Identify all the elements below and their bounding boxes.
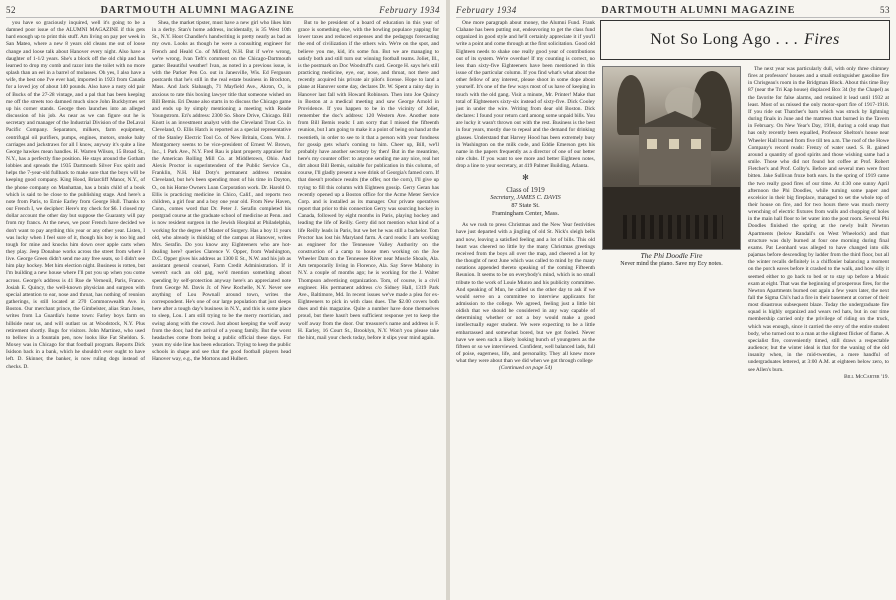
right-column-1 bbox=[456, 20, 595, 592]
fire-photo bbox=[602, 66, 741, 250]
photo-window bbox=[669, 139, 679, 149]
right-column-3 bbox=[748, 66, 889, 592]
right-issue-date: February 1934 bbox=[456, 5, 517, 15]
left-issue-date: February 1934 bbox=[379, 5, 440, 15]
class-secretary: Secretary, JAMES C. DAVIS bbox=[490, 194, 561, 202]
section-title: Not So Long Ago . . . bbox=[650, 31, 799, 48]
left-column-1 bbox=[6, 20, 145, 592]
right-page-number: 53 bbox=[879, 5, 890, 15]
left-col3-text: But to be president of a board of education in this year of grace is something else, with the howling populace yapping for lower taxes and reduced expenses and the pedagogs forecasting the end of civilization if the others win. We're on the spot, and believe you me, kid, it's some fun. But we are managing to satisfy both and still turn out winning football teams. Joliet, Ill., is the postmark on Doc Woodruff's card. George H. says he's still practicing medicine, eye, ear, nose, and throat, not there and recently acquired his private air pilot's license. Hope to land a plane at Hanover some day, declares Dr. W. Spent a rainy day in Hanover last fall with Howard Robinson. Then into Joe Quincy in Boston at a medical meeting and saw George Arnold in Providence. If you happen to be in the vicinity of Joliet, remember the doc's address: 120 Western Ave. Another note from Bill Bemis reads: I am sorry that I missed the fifteenth reunion, but I am going to make it a point of being on hand at the twentieth, in order to see to it that a person with your fondness for gossip gets what's coming to him. Cheer up, Bill, we'll probably have another secretary by then! But in the meantime, here's my counter offer: to anyone sending me any nice, real hot dirt about Bill Bemis, suitable for publication in this column, of course, I'll gladly present a wee drink of Georgia's famed corn. If that doesn't produce results (the offer, not the corn), I'll give up trying to fill this column with Eighteen gossip. Gerry Geran has recently opened up a Boston office for the Acme Meter Service Corp. and is installed as its manager. Our private operatives report that prior to this connection Gerry was sourcing hockey in Canada, followed by eight months in Paris, playing hockey and leading the life of Reilly. Gerry did not mention what kind of a life Reilly leads in Paris, but we bet he was still a bachelor. Tom Proctor has lost his Maryland farm. A card reads: I am working as engineer for the Tennessee Valley Authority on the construction of a camp to house men working on the Joe Wheeler Dam on the Tennessee River near Muscle Shoals, Ala. Am temporarily living in Florence, Ala. Say Steve Mahony in N.Y. a couple of months ago; he is working for the J. Walter Thompson advertising organization. Tom, of course, is a civil engineer. His permanent address c/o Sidney Hall, 1319 Park Ave., Baltimore, Md. In recent issues we've made a plea for ex-Eighteeners to pick in with class dues. The $2.00 covers both dues and this magazine. Quite a number have done themselves proud, but there hasn't been sufficient response yet to keep the wolf away from the door. Our treasurer's name and address is F. H. Earley, 16 Court St., Brooklyn, N.Y. Won't you please take the hint, mail your check today, before it slips your mind again. bbox=[298, 20, 439, 341]
right-page-header bbox=[456, 3, 890, 18]
left-page bbox=[0, 0, 446, 600]
class-address-line1: 87 State St. bbox=[511, 202, 540, 210]
right-col3-text: The next year was particularly dull, with only three chimney fires at professors' houses and a small extinguisher gasoline fire in Chrisgeau's room in the Bridgman Block. About this time Boy 87 (near the Tri Kap house) displaced Box 34 (by the Chapel) as the favorite for false alarms, and retained it lead until 1932 at least. Most of us missed the only motor-sport fire of 1917-1918. If you ride out Thatcher's barn which was struck by lightning during finals in June and the mattress that burned in the Tavern in February. On New Year's Day, 1918, during a cold snap that has only recently been equalled, Professor Shelton's house near Wheeler Hall burned from five till ten a.m. The roof of the Howe Company's record reads: Frenzy of water used. S. R. gained around a quantity of good spirits and those wishing same had a smile. Those who did not found hot coffee at Prof. Robert Fletcher's and Prof. Colby's. Before and several men were frost bitten. Jake Sullivan froze both ears. In the spring of 1919 came the two really good fires of our time. At 4:30 one sunny April afternoon the Phi Doodles, while turning some paper and excelsior in their big fireplace, managed to set the whole top of their house on fire, and for two hours there was much merry wrenching of electric fixtures from walls and chopping of holes in the main hall floor to let water into the post room. Several Phi Doodles finished the spring at the newly built Newton Apartments (below Randall's on West Wheelock) and that structure was duly burned at four one morning during final exams. Pat Leonhard was alleged to have changed into silk pajamas before descending by ladder from the third floor, but all the winter recalls definitely is a chiffonier balancing a moment on the porch eaves before it crashed to the walk, and how silly it seemed either to go back to bed or to stay up before a Music exam at eight. That was the beginning of prosperous fires, for the Newton Apartments burned out again a few years later, the next fall the Sigma Chi's had a fire in their basement at corner of their most disastrous subsequent blaze. Today the undergraduate fire squad is highly organized and wears red hats, but in our time membership carried only the privilege of riding on the truck, which was enough, since it carried the envy of the entire student body, who turned out to a man at the slightest flicker of flame. A specialist fire, conveniently timed, still draws a respectable audience; but the winter ideal is that for the waning of the old insanity when, in the mid-twenties, a mere handful of undergraduates lettered, at 3:00 A.M. at eighteen below zero, to see Allen's burn. bbox=[748, 66, 889, 373]
caption-title: The Phi Doodle Fire bbox=[640, 251, 703, 260]
photo-window bbox=[647, 139, 657, 149]
class-notes-text: As we rush to press Christmas and the New Year festivities have just departed with a jingling of old St. Nick's sleigh bells and now, leaving a satisfied feeling and a lot of bills. This old heart was cheered no little by the many Christmas greetings received from the boys all over the map, and cheered a lot by the thought of next June which was called to mind by the many notations appended thereto speaking of the coming Fifteenth Reunion. It seems to be on everybody's mind, which is no small tribute to the work of Louie Munro and his publicity committee. And speaking of Mun, he called us the other day to ask if we would serve on a committee to interview applicants for admission to the college. We agreed, feeling just a little bit oldish that we should be considered in any way capable of determining whether or not a boy would make a good intellectually eager student. We were expecting to be a little embarrassed and somewhat bored, but we got fooled. Never have we seen such a likely looking bunch of youngsters as the fifteen or so we interviewed. Confident, well balanced lads, full of poise, eagerness, life, and personality. They all knew more what they were about than we did when we got through college bbox=[456, 222, 595, 365]
left-column-2 bbox=[152, 20, 291, 592]
right-page bbox=[450, 0, 896, 600]
left-page-number: 52 bbox=[6, 5, 16, 15]
left-col2-text: Shea, the market tipster, must have a new girl who likes him in a derby. Stan's home address, incidentally, is 35 West 10th St., N.Y. Hoot Chandler's handwriting is pretty nearly as bad as my own. Looks as though he were a consulting engineer for French and Heald Co. of Milford, N.H. But if we're wrong, we're wrong. Ivan Teft's comment on the Chicago-Dartmouth game: Beautiful weather! Ivan, as noted in a previous issue, is with the Parker Pen Co. out in Janesville, Wis. Ed Ferguson postcards that he's still in the real estate business in Brockton, Mass. And Jack Slabaugh, 71 Mayfield Ave., Akron, O., is anxious to rate this boxing lawyer title that someone wished on Bill Bemis. Eri Deane also starts in to discuss the Chicago game and ends up by simply mentioning a meeting with Reade Youngstrom. Eri's address: 2300 So. Shore Drive, Chicago. Bill Knott is an investment analyst with the Cleveland Trust Co. in Cleveland, O. Ellis Hatch is reported as a special representative of the Stanley Electric Tool Co. of New Britain, Conn. Wm. J. Montgomery seems to be vice-president of Ernest W. Brown, Inc., 1 Park Ave., N.Y. Fred Rau is plant property appraiser for the American Rolling Mill Co. at Middletown, Ohio. And Alexis Proctor is superintendent of the Public Service Co., Franklin, N.H. Hal Doty's permanent address remains Cleveland, but he's been spending most of his time in Dayton, O., on his Home Owners Loan Corporation work. Dr. Harold O. Ellis is practicing medicine in Chico, Calif., and reports two children, a girl four and a boy one year old. From New Haven, Conn., comes word that Dr. Peter J. Serafin completed his postgrad course at the graduate school of medicine at Penn. and is now resident surgeon in the Jewish Hospital at Philadelphia, working for the degree of Master of Surgery. Has a boy 11 years old, who already is thinking of the campus at Hanover, writes Mrs. Serafin. Do you know any Eighteeners who are hot-dealing here? queries Clarence V. Opper, from Washington, D.C. Opper gives his address as 1300 E St., N.W. and his job as assistant general counsel, Farm Credit Administration. If it weren't such an old gag, we'd mention something about spending by self-protection anyway here's an appreciated note from George M. Davis Jr. of New Rochelle, N.Y. Never see anything of Lou Pownall around town, writes the correspondent. He's one of our large population that just sleeps here after a tough day's business in N.Y., and this is some place to sleep, Lou. I am still trying to be the merry mortician, and swing along with the crowd. Just about keeping the wolf away from the door, had the arrival of a young family. But the worst headaches come from being a public official these days. For years my side line has been education. Trying to keep the public schools in shape and see that the good football players head Hanover way, e.g., the Mortons and Hulbert. bbox=[152, 20, 291, 363]
class-heading bbox=[456, 174, 595, 218]
left-magazine-title: DARTMOUTH ALUMNI MAGAZINE bbox=[100, 4, 295, 16]
continued-note: (Continued on page 54) bbox=[498, 365, 553, 372]
section-title-box bbox=[600, 20, 890, 60]
section-star-icon: ✻ bbox=[522, 173, 529, 183]
photo-caption bbox=[602, 252, 741, 268]
right-col1-text: One more paragraph about money, the Alumni Fund. Frank Clahane has been putting out, endeavoring to get the class fund organized in good style and he'll certainly appreciate it if you'll write a point and come through at the first solicitation. Good old Eighteen needs to shake one really good year of contributions out of its system. We're overdue! If my counting is correct, no less than sixty-five Eighteeners have been mentioned in this issue of the particular column. If you find what's what about the other fellow of any interest, please shoot in some dope about yourself. It's one of the few ways most of us have of keeping in touch with the old gang. Visit a minute, Mr. Printer! Make that total of Eighteeners sixty-six instead of sixty-five. Dick Cooley just in under the wire. Writing from dear old Boston. Dick declares: I found your return card among some unpaid bills. You are lucky it wasn't thrown out with the rest. Business is the best in four years, mostly due to repeal and the demand for drinking glasses. Understand that Harvey Hood has been extremely busy in Washington on the milk code, and Eddie Emerson gets his name in the papers frequently as a director of one of our better nite clubs. If you want to see more and better Eighteen notes, drop a line to your secretary, at 419 Palmer Building, Atlanta. bbox=[456, 20, 595, 170]
left-col1-text: you have so graciously inquired, well it's going to be a damned poor issue of the ALUMNI MAGAZINE if this gets hard enough up to print this stuff. Am living on pay per week in San Mateo, where a new 8 years old cleans me out of loose change and loose talk about Hanover every night. Also have a daughter of 1-1/2 years. She's a block off the old chip and has learned to drop my comb and razor into the toilet with no more splash than an eel in a barrel of molasses. Oh yes, I also have a wife, the best one I've ever had, imported in 1923 from Canada for a loved joy of about 140 pounds. Also have a rusty old pair of Bucks of the 27-28 vintage, and a pal that has been keeping me off the streets too damned much since John Buckbyrnes set up his corner stands. George then launches into an alleged discussion of his job. As near as we can figure out he is secretary and manager of the Industrial Division of the DeLaval Pacific Company. Separators, milkers, farm equipment, centrifugal oil purifiers, pumps, engines, motors, smoke baby carriages and jackstraws for all I know, anyway it's quite a line George hawkes mean handles. H. Warren Wilson, 15 Broad St., N.Y., has a perfectly fine position. He stays around the Gotham lobbies and spreads the 1935 Dartmouth Silver Fox spirit and helps the 7-year-old fullback to make sure that the boys will be keeping good company. King Hood, Briarcliff Manor, N.Y., of the phone company on Manhattan, has a brain child of a book which is said to be close to the publishing stage. And here's a note from Paris, to Ernie Earley from George Hull. Thanks to our French I, we decipher: Here's my check for $6. I closed my dollar account the other day but suppose the Guaranty will pay from my francs. At the news, we poor French have decided we don't want to pay anything this year or any other year. Listen, I was lucky when I feel sure of it, though his boy is too big and tough for mine and knocks him down over apple carts when they play. Jeep Donahue works across the street from where I live. George Green didn't send me any free seats, so I didn't see him play hockey. Met him election night. Business is rotten, but I'm building a new house where I'll put you up when you come across. George's address is 41 Rue de Verneuil, Paris, France. Josiah E. Quincy, the well-known physician and surgeon with special attention to ear, nose and throat, has nothing of reunion gatherings, is still located at 270 Commonwealth Ave. in Boston. Our merchant prince, the Gimbelster, alias Stan Jones, writes from La Guardia's home town: Farley boys farm on hillside near us, and will outlast us at Woodstock, N.Y. Plus retirement shortly. Bugs for visitors. John Martinez, who used to bellow in a fountain pen, now looks like Fat Sheldon. S. Moxey was in Chicago for that football program. Reports Dick Isidson back in a bank, which he shouldn't ever ought to have left. D. Skinner, the banker, is now ruling dogs instead of checks. D. bbox=[6, 20, 145, 370]
class-address-line2: Framingham Center, Mass. bbox=[491, 210, 560, 218]
photo-window bbox=[691, 139, 701, 149]
caption-text: Never mind the piano. Save my Ecy notes. bbox=[620, 261, 723, 267]
right-magazine-title: DARTMOUTH ALUMNI MAGAZINE bbox=[601, 4, 796, 16]
photo-house bbox=[639, 127, 711, 185]
section-title-italic: Fires bbox=[804, 31, 840, 48]
article-signature: Bill McCarter '19. bbox=[844, 373, 889, 380]
left-page-header bbox=[6, 3, 440, 18]
photo-crowd bbox=[623, 215, 723, 239]
left-column-3 bbox=[298, 20, 439, 592]
class-name: Class of 1919 bbox=[506, 186, 545, 195]
